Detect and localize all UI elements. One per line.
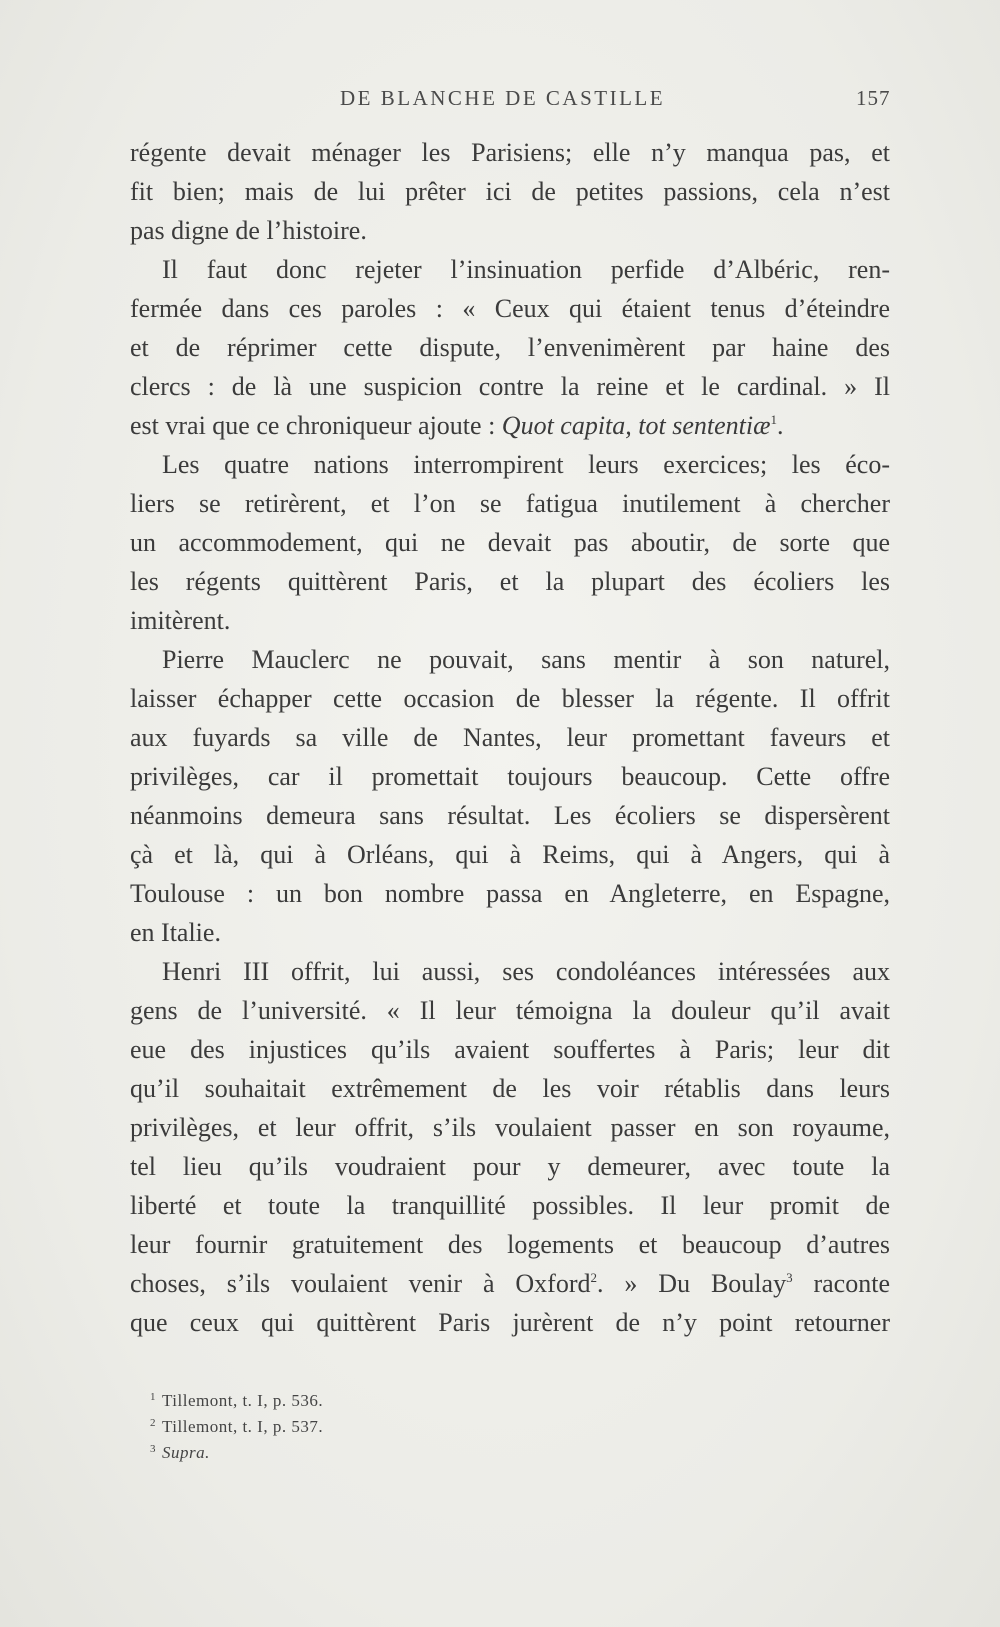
text-line: pas digne de l’histoire. [130,216,367,245]
text-fragment: . » Du Boulay [596,1269,787,1298]
text-line: Henri III offrit, lui aussi, ses condoléances intéressées aux [162,957,890,986]
text-line: privilèges, car il promettait toujours beaucoup. Cette offre [130,762,890,791]
footnote [150,1438,323,1464]
footnote-ref: 1 [770,412,777,427]
text-line [130,406,890,445]
text-fragment: est vrai que ce chroniqueur ajoute : [130,411,496,440]
footnote-text: Supra. [162,1443,210,1462]
text-line: et de réprimer cette dispute, l’envenimèrent par haine des [130,333,890,362]
footnotes [150,1386,323,1464]
footnote-text: Tillemont, t. I, p. 536. [162,1391,324,1410]
text-line [130,1264,890,1303]
text-line: privilèges, et leur offrit, s’ils voulaient passer en son royaume, [130,1113,890,1142]
text-line: liers se retirèrent, et l’on se fatigua inutilement à chercher [130,489,890,518]
text-line: les régents quittèrent Paris, et la plupart des écoliers les [130,567,890,596]
text-line: imitèrent. [130,606,231,635]
text-line: leur fournir gratuitement des logements et beaucoup d’autres [130,1230,890,1259]
footnote-mark: 1 [150,1391,156,1403]
text-fragment: raconte [792,1269,890,1298]
text-line: qu’il souhaitait extrêmement de les voir rétablis dans leurs [130,1074,890,1103]
body-text [130,133,890,1342]
text-line: néanmoins demeura sans résultat. Les écoliers se dispersèrent [130,801,890,830]
footnote [150,1386,323,1412]
text-line: liberté et toute la tranquillité possibles. Il leur promit de [130,1191,890,1220]
text-line: Pierre Mauclerc ne pouvait, sans mentir à son naturel, [162,645,890,674]
text-line: laisser échapper cette occasion de blesser la régente. Il offrit [130,684,890,713]
footnote-ref: 3 [786,1270,793,1285]
text-line: fit bien; mais de lui prêter ici de petites passions, cela n’est [130,177,890,206]
page-number: 157 [856,86,891,110]
footnote-ref: 2 [590,1270,597,1285]
footnote-text: Tillemont, t. I, p. 537. [162,1417,324,1436]
footnote-mark: 3 [150,1443,156,1455]
text-line: que ceux qui quittèrent Paris jurèrent de n’y point retourner [130,1308,890,1337]
footnote-mark: 2 [150,1417,156,1429]
text-fragment: choses, s’ils voulaient venir à Oxford [130,1269,591,1298]
running-title: DE BLANCHE DE CASTILLE [340,86,666,110]
text-line: gens de l’université. « Il leur témoigna la douleur qu’il avait [130,996,890,1025]
text-line: eue des injustices qu’ils avaient souffertes à Paris; leur dit [130,1035,890,1064]
text-line: aux fuyards sa ville de Nantes, leur promettant faveurs et [130,723,890,752]
text-line: fermée dans ces paroles : « Ceux qui étaient tenus d’éteindre [130,294,890,323]
text-line: clercs : de là une suspicion contre la reine et le cardinal. » Il [130,372,890,401]
text-line: Les quatre nations interrompirent leurs exercices; les éco- [162,450,890,479]
footnote [150,1412,323,1438]
text-line: en Italie. [130,918,221,947]
text-line: tel lieu qu’ils voudraient pour y demeurer, avec toute la [130,1152,890,1181]
text-line: çà et là, qui à Orléans, qui à Reims, qui à Angers, qui à [130,840,890,869]
text-line: Toulouse : un bon nombre passa en Angleterre, en Espagne, [130,879,890,908]
text-line: un accommodement, qui ne devait pas aboutir, de sorte que [130,528,890,557]
text-fragment: . [776,411,784,440]
latin-quote: Quot capita, tot sententiæ [501,411,771,440]
text-line: régente devait ménager les Parisiens; elle n’y manqua pas, et [130,138,890,167]
text-line: Il faut donc rejeter l’insinuation perfide d’Albéric, ren- [162,255,890,284]
